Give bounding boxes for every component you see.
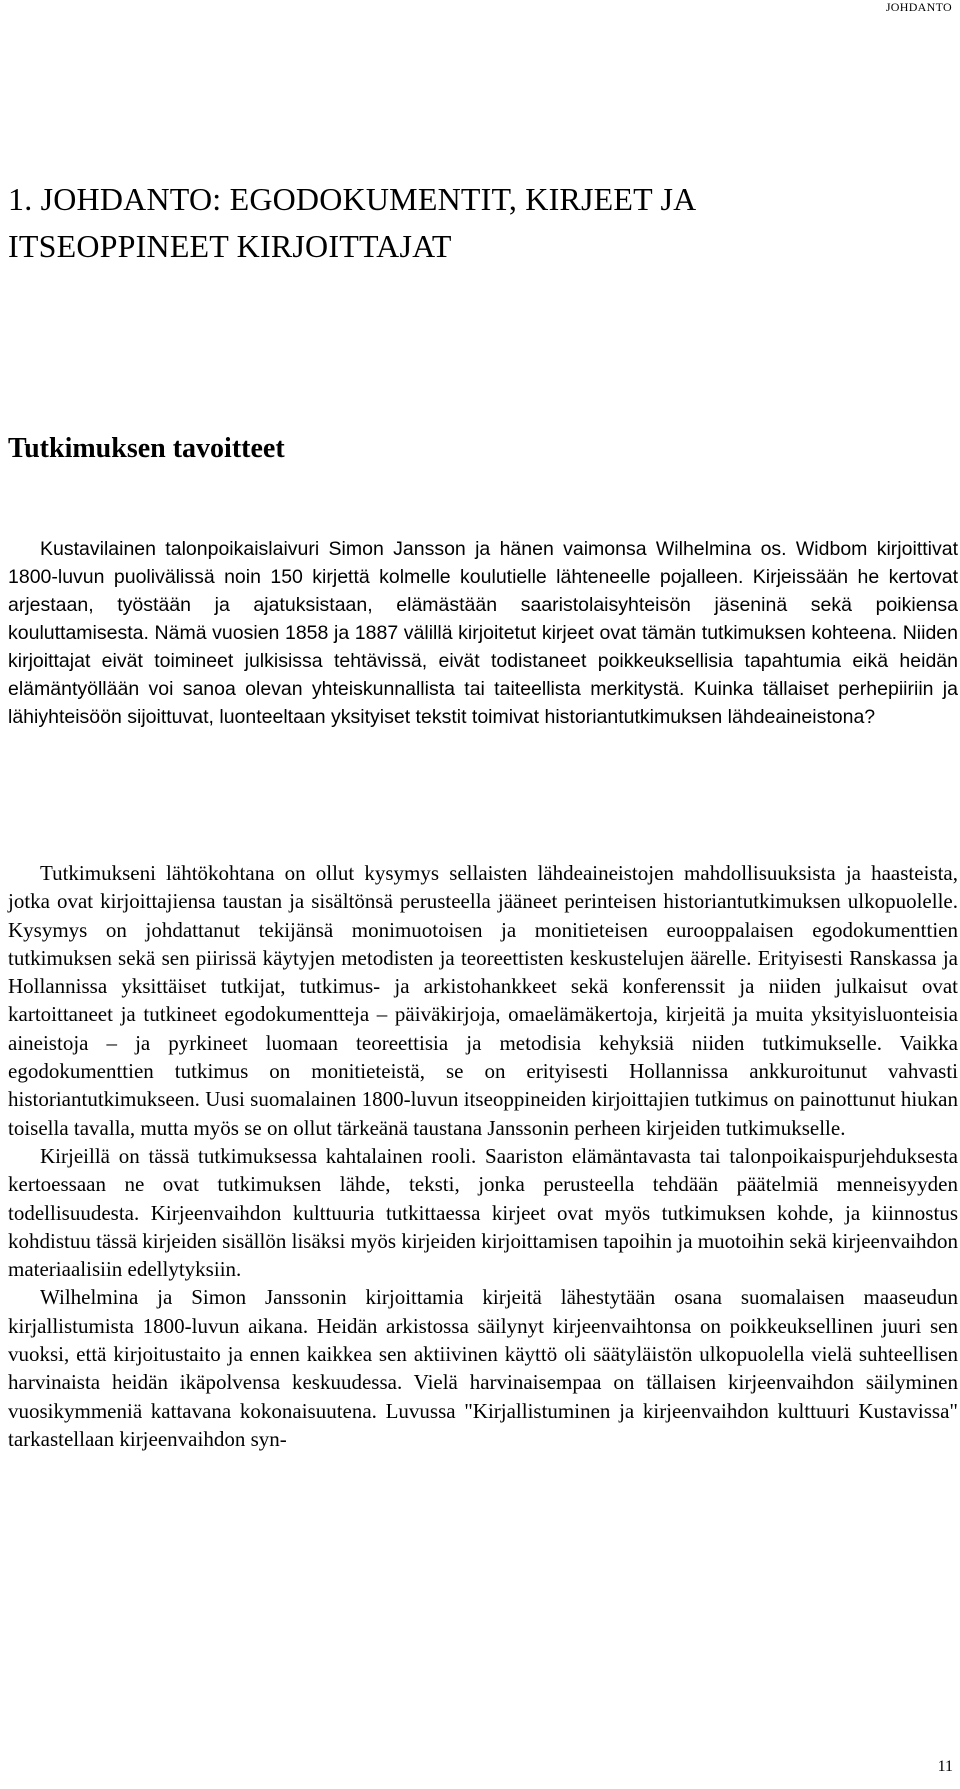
chapter-title-line-2: ITSEOPPINEET KIRJOITTAJAT xyxy=(8,228,452,264)
paragraph-3: Kirjeillä on tässä tutkimuksessa kahtalainen rooli. Saariston elämäntavasta tai talonpoikaispurjehduksesta kertoessaan ne ovat tutkimuksen lähde, teksti, jonka perusteella tehdään päätelmiä menneisyyden todellisuudesta. Kirjeenvaihdon kulttuuria tutkittaessa kirjeet ovat myös tutkimuksen kohde, ja kiinnostus kohdistuu tässä kirjeiden sisällön lisäksi myös kirjeiden kirjoittamisen tapoihin ja muotoihin sekä kirjeenvaihdon materiaalisiin edellytyksiin. xyxy=(8,1143,958,1282)
paragraph-2: Tutkimukseni lähtökohtana on ollut kysymys sellaisten lähdeaineistojen mahdollisuuksista ja haasteista, jotka ovat kirjoittajiensa taustan ja sisältönsä perusteella jääneet perinteisen historiantutkimuksen ulkopuolelle. Kysymys on johdattanut tekijänsä monimuotoisen ja monitieteisen eurooppalaisen egodokumenttien tutkimuksen sekä sen piirissä käytyjen metodisten ja teoreettisten keskustelujen äärelle. Erityisesti Ranskassa ja Hollannissa yksittäiset tutkijat, tutkimus- ja arkistohankkeet sekä konferenssit ja niiden julkaisut ovat kartoittaneet ja tutkineet egodokumentteja – päiväkirjoja, omaelämäkertoja, kirjeitä ja muita yksityisluonteisia aineistoja – ja pyrkineet luomaan teoreettisia ja metodisia kehyksiä niiden tutkimukselle. Vaikka egodokumenttien tutkimus on monitieteistä, se on erityisesti Hollannissa ankkuroitunut vahvasti historiantutkimukseen. Uusi suomalainen 1800-luvun itseoppineiden kirjoittajien tutkimus on painottunut hiukan toisella tavalla, mutta myös se on ollut tärkeänä taustana Janssonin perheen kirjeiden tutkimukselle. xyxy=(8,861,958,1140)
section-heading: Tutkimuksen tavoitteet xyxy=(8,433,285,464)
body-text-block-1 xyxy=(8,535,958,731)
page-number: 11 xyxy=(937,1758,953,1775)
paragraph-1: Kustavilainen talonpoikaislaivuri Simon Jansson ja hänen vaimonsa Wilhelmina os. Widbom kirjoittivat 1800-luvun puolivälissä noin 150 kirjettä kolmelle koulutielle lähteneelle pojalleen. Kirjeissään he kertovat arjestaan, työstään ja ajatuksistaan, elämästään saaristolaisyhteisön jäseninä sekä poikiensa kouluttamisesta. Nämä vuosien 1858 ja 1887 välillä kirjoitetut kirjeet ovat tämän tutkimuksen kohteena. Niiden kirjoittajat eivät toimineet julkisissa tehtävissä, eivät todistaneet poikkeuksellisia tapahtumia eikä heidän elämäntyöllään voi sanoa olevan yhteiskunnallista tai taiteellista merkitystä. Kuinka tällaiset perhepiiriin ja lähiyhteisöön sijoittuvat, luonteeltaan yksityiset tekstit toimivat historiantutkimuksen lähdeaineistona? xyxy=(8,538,958,728)
body-text-block-2 xyxy=(8,859,958,1453)
chapter-title xyxy=(8,176,908,270)
paragraph-4: Wilhelmina ja Simon Janssonin kirjoittamia kirjeitä lähestytään osana suomalaisen maaseudun kirjallistumista 1800-luvun aikana. Heidän arkistossa säilynyt kirjeenvaihtonsa on poikkeuksellinen juuri sen vuoksi, että kirjoitustaito ja ennen kaikkea sen aktiivinen käyttö oli säätyläistön ulkopuolella vielä suhteellisen harvinaista heidän ikäpolvensa keskuudessa. Vielä harvinaisempaa on tällaisen kirjeenvaihdon säilyminen vuosikymmeniä kattavana kokonaisuutena. Luvussa "Kirjallistuminen ja kirjeenvaihdon kulttuuri Kustavissa" tarkastellaan kirjeenvaihdon syn- xyxy=(8,1285,958,1451)
running-header: JOHDANTO xyxy=(885,0,952,14)
chapter-title-line-1: 1. JOHDANTO: EGODOKUMENTIT, KIRJEET JA xyxy=(8,181,697,217)
